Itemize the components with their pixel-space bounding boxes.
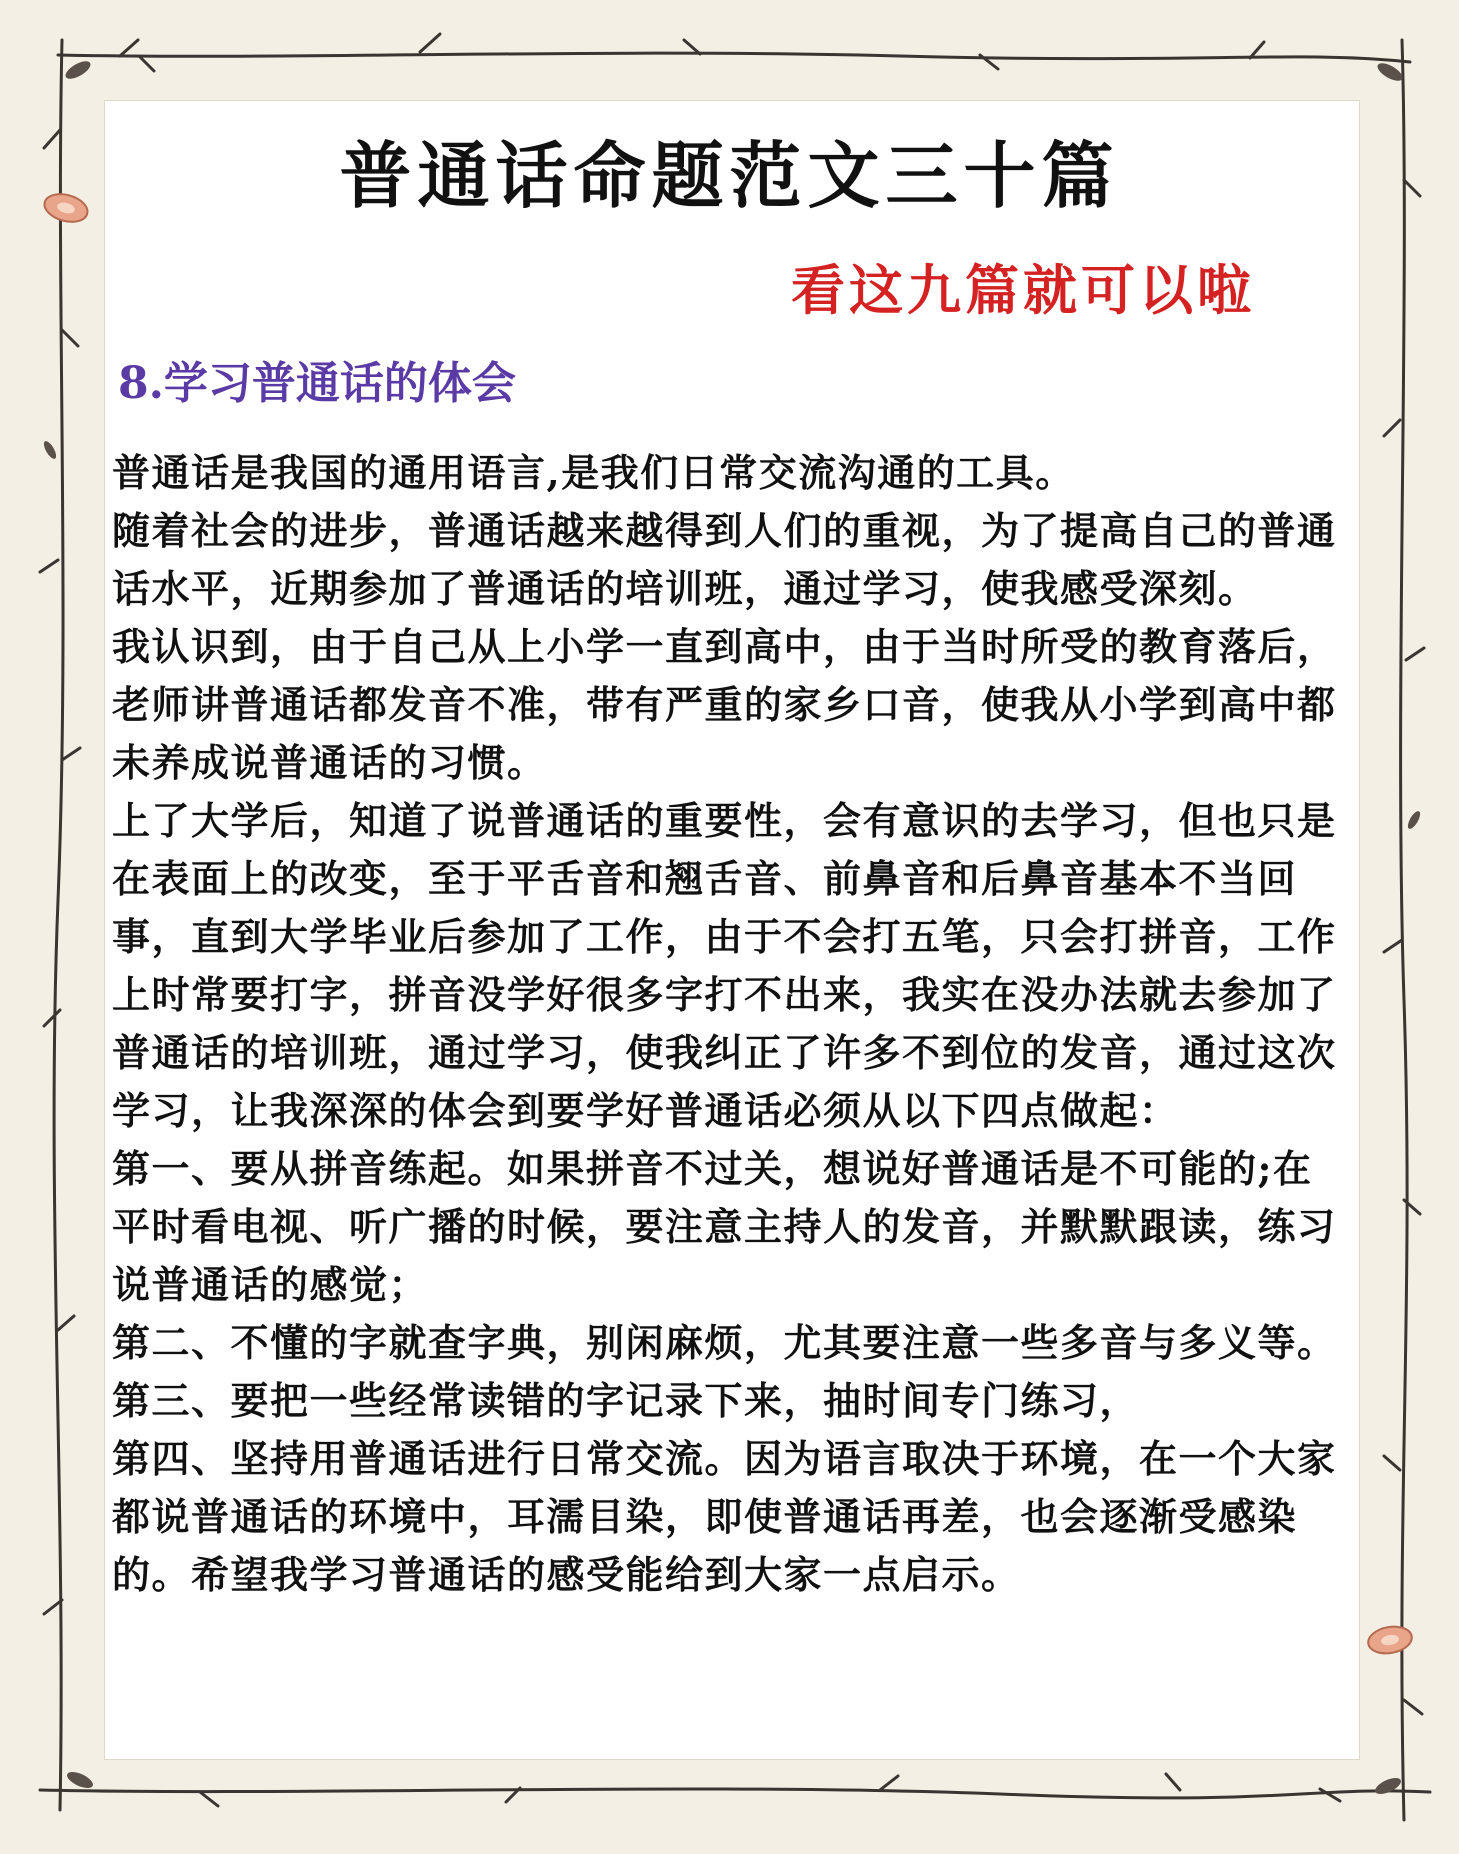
page-subtitle: 看这九篇就可以啦 bbox=[791, 258, 1255, 322]
page-title: 普通话命题范文三十篇 bbox=[339, 133, 1120, 218]
paragraph: 第三、要把一些经常读错的字记录下来，抽时间专门练习， bbox=[112, 1378, 1140, 1423]
paragraph: 上了大学后，知道了说普通话的重要性，会有意识的去学习，但也只是在表面上的改变，至于平舌音和翘舌音、前鼻音和后鼻音基本不当回事，直到大学毕业后参加了工作，由于不会打五笔，只会打拼音，工作上时常要打字，拼音没学好很多字打不出来，我实在没办法就去参加了普通话的培训班，通过学习，使我纠正了许多不到位的发音，通过这次学习，让我深深的体会到要学好普通话必须从以下四点做起： bbox=[112, 798, 1337, 1133]
paragraph: 第一、要从拼音练起。如果拼音不过关，想说好普通话是不可能的;在平时看电视、听广播的时候，要注意主持人的发音，并默默跟读，练习说普通话的感觉； bbox=[112, 1146, 1337, 1307]
paragraph: 普通话是我国的通用语言,是我们日常交流沟通的工具。 bbox=[112, 450, 1075, 495]
essay-body bbox=[112, 444, 1344, 1604]
paragraph: 随着社会的进步，普通话越来越得到人们的重视，为了提高自己的普通话水平，近期参加了普通话的培训班，通过学习，使我感受深刻。 bbox=[112, 508, 1337, 611]
section-heading: 8.学习普通话的体会 bbox=[118, 358, 516, 409]
paragraph: 第二、不懂的字就查字典，别闲麻烦，尤其要注意一些多音与多义等。 bbox=[112, 1320, 1337, 1365]
paragraph: 我认识到，由于自己从上小学一直到高中，由于当时所受的教育落后，老师讲普通话都发音不准，带有严重的家乡口音，使我从小学到高中都未养成说普通话的习惯。 bbox=[112, 624, 1337, 785]
paragraph: 第四、坚持用普通话进行日常交流。因为语言取决于环境，在一个大家都说普通话的环境中，耳濡目染，即使普通话再差，也会逐渐受感染的。希望我学习普通话的感受能给到大家一点启示。 bbox=[112, 1436, 1337, 1597]
